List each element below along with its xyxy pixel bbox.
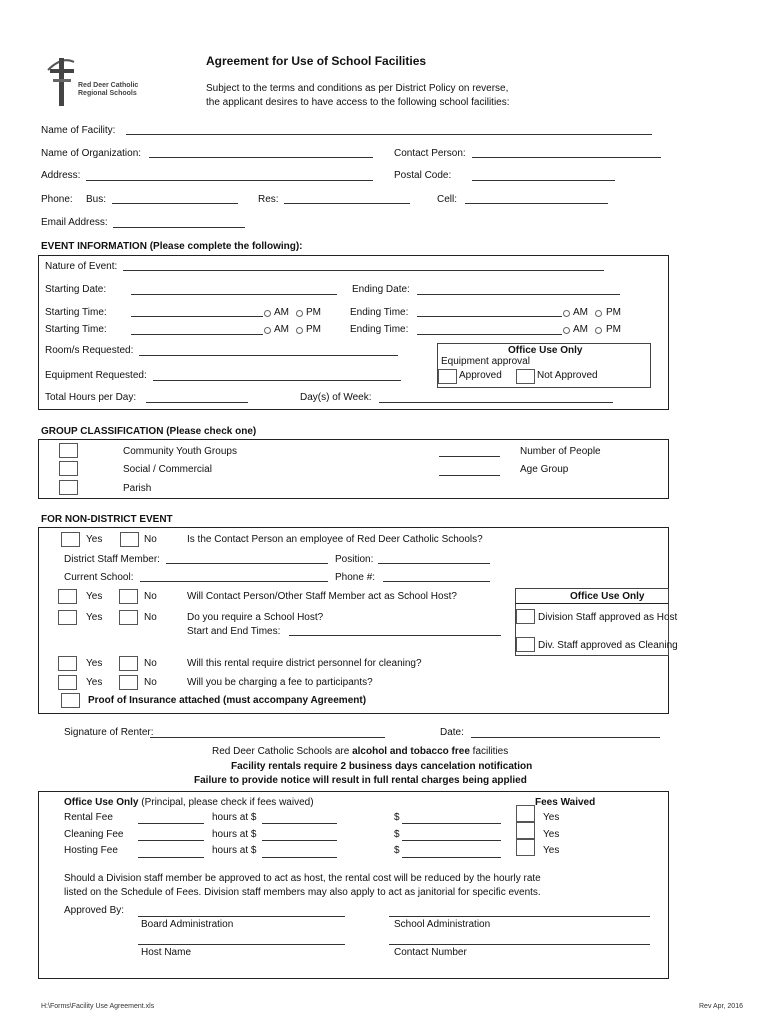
cleaning-fee-hours-field[interactable] [138,840,204,841]
pm-label: PM [606,307,621,318]
insurance-checkbox[interactable] [61,693,80,708]
contact-person-label: Contact Person: [394,148,466,159]
approved-label: Approved [459,370,502,381]
group-option-social: Social / Commercial [123,464,212,475]
hosting-fee-label: Hosting Fee [64,845,118,856]
start-pm-radio-2[interactable] [296,327,303,334]
board-admin-field[interactable] [138,916,345,917]
starting-time-field-2[interactable] [131,334,263,335]
employee-no-checkbox[interactable] [120,532,139,547]
logo-line1: Red Deer Catholic [78,82,139,89]
school-admin-field[interactable] [389,916,650,917]
hosting-rate-field[interactable] [262,857,337,858]
equipment-approval-label: Equipment approval [441,356,530,367]
alcohol-notice-bold: alcohol and tobacco free [352,746,470,757]
res-phone-field[interactable] [284,203,410,204]
rental-dollar-label: $ [394,812,400,823]
email-field[interactable] [113,227,245,228]
date-field[interactable] [471,737,660,738]
postal-code-field[interactable] [472,180,615,181]
subtitle-line2: the applicant desires to have access to the following school facilities: [206,97,510,108]
cleaning-dollar-label: $ [394,829,400,840]
cleaning-yes-label: Yes [543,829,560,840]
yes-label: Yes [86,534,103,545]
subtitle-line1: Subject to the terms and conditions as per District Policy on reverse, [206,83,509,94]
rental-waived-checkbox[interactable] [516,805,535,822]
division-host-checkbox[interactable] [516,609,535,624]
address-field[interactable] [86,180,373,181]
postal-code-label: Postal Code: [394,170,452,181]
alcohol-notice [212,746,508,757]
school-host-question: Do you require a School Host? [187,612,324,623]
end-pm-radio-2[interactable] [595,327,602,334]
footer-revision: Rev Apr, 2016 [699,1003,743,1010]
failure-notice: Failure to provide notice will result in full rental charges being applied [194,775,527,786]
age-group-label: Age Group [520,464,569,475]
signature-label: Signature of Renter: [64,727,154,738]
office-use-label: Office Use Only [508,345,583,356]
parish-checkbox[interactable] [59,480,78,495]
rooms-label: Room/s Requested: [45,345,134,356]
cell-label: Cell: [437,194,458,205]
cleaning-hours-label: hours at $ [212,829,257,840]
res-label: Res: [258,194,279,205]
yes-label: Yes [86,677,103,688]
non-district-heading: FOR NON-DISTRICT EVENT [41,514,173,525]
cleaning-yes-checkbox[interactable] [58,656,77,671]
board-admin-label: Board Administration [141,919,234,930]
fees-heading-bold: Office Use Only [64,797,139,808]
yes-label: Yes [86,612,103,623]
ending-time-label: Ending Time: [350,324,409,335]
fees-heading [64,797,314,808]
social-commercial-checkbox[interactable] [59,461,78,476]
number-of-people-field[interactable] [439,456,500,457]
no-label: No [144,677,157,688]
nature-field[interactable] [123,270,604,271]
equipment-field[interactable] [153,380,401,381]
am-label: AM [274,324,289,335]
fees-section [38,791,669,979]
phone-number-label: Phone #: [335,572,376,583]
address-label: Address: [41,170,81,181]
cleaning-fee-label: Cleaning Fee [64,829,124,840]
starting-time-label: Starting Time: [45,324,107,335]
hosting-yes-label: Yes [543,845,560,856]
office-use-label: Office Use Only [570,591,645,602]
ending-time-field-2[interactable] [417,334,562,335]
cleaning-no-checkbox[interactable] [119,656,138,671]
division-host-label: Division Staff approved as Host [538,612,678,623]
start-pm-radio[interactable] [296,310,303,317]
current-school-field[interactable] [140,581,328,582]
employee-yes-checkbox[interactable] [61,532,80,547]
facility-label: Name of Facility: [41,125,116,136]
hosting-fee-hours-field[interactable] [138,857,204,858]
signature-field[interactable] [150,737,385,738]
start-am-radio-2[interactable] [264,327,271,334]
no-label: No [144,534,157,545]
approved-by-label: Approved By: [64,905,125,916]
community-youth-checkbox[interactable] [59,443,78,458]
approved-checkbox[interactable] [438,369,457,384]
phone-number-field[interactable] [383,581,490,582]
not-approved-label: Not Approved [537,370,598,381]
ending-time-field[interactable] [417,316,562,317]
current-school-label: Current School: [64,572,134,583]
date-label: Date: [440,727,464,738]
contact-number-label: Contact Number [394,947,467,958]
pm-label: PM [606,324,621,335]
cancelation-notice: Facility rentals require 2 business days cancelation notification [231,761,533,772]
district-staff-label: District Staff Member: [64,554,160,565]
yes-label: Yes [86,591,103,602]
rental-fee-label: Rental Fee [64,812,113,823]
no-label: No [144,612,157,623]
am-label: AM [274,307,289,318]
pm-label: PM [306,324,321,335]
cleaning-question: Will this rental require district personnel for cleaning? [187,658,422,669]
start-end-times-label: Start and End Times: [187,626,281,637]
event-heading: EVENT INFORMATION (Please complete the following): [41,241,303,252]
fee-question: Will you be charging a fee to participants? [187,677,373,688]
fee-yes-checkbox[interactable] [58,675,77,690]
start-am-radio[interactable] [264,310,271,317]
starting-time-field[interactable] [131,316,263,317]
bus-phone-field[interactable] [112,203,238,204]
days-of-week-label: Day(s) of Week: [300,392,372,403]
school-admin-label: School Administration [394,919,491,930]
page-title: Agreement for Use of School Facilities [206,54,427,68]
cleaning-rate-field[interactable] [262,840,337,841]
contact-number-field[interactable] [389,944,650,945]
cell-phone-field[interactable] [465,203,608,204]
cleaning-total-field[interactable] [402,840,501,841]
start-end-times-field[interactable] [289,635,501,636]
alcohol-notice-pre: Red Deer Catholic Schools are [212,746,353,757]
logo-line2: Regional Schools [78,90,137,97]
nature-label: Nature of Event: [45,261,118,272]
starting-time-label: Starting Time: [45,307,107,318]
cross-logo-icon [44,52,80,108]
days-of-week-field[interactable] [379,402,613,403]
end-am-radio[interactable] [563,310,570,317]
division-cleaning-checkbox[interactable] [516,637,535,652]
organization-label: Name of Organization: [41,148,142,159]
school-host-no-checkbox[interactable] [119,610,138,625]
logo [44,52,144,110]
am-label: AM [573,307,588,318]
footer-file-path: H:\Forms\Facility Use Agreement.xls [41,1003,155,1010]
division-cleaning-label: Div. Staff approved as Cleaning [538,640,678,651]
total-hours-label: Total Hours per Day: [45,392,137,403]
act-as-host-question: Will Contact Person/Other Staff Member act as School Host? [187,591,457,602]
age-group-field[interactable] [439,475,500,476]
employee-question: Is the Contact Person an employee of Red Deer Catholic Schools? [187,534,483,545]
alcohol-notice-post: facilities [469,746,509,757]
rental-yes-label: Yes [543,812,560,823]
cleaning-waived-checkbox[interactable] [516,822,535,839]
office-box-divider [515,603,669,604]
host-reduction-note-1: Should a Division staff member be approved to act as host, the rental cost will be reduced by the hourly rate [64,873,541,884]
end-am-radio-2[interactable] [563,327,570,334]
pm-label: PM [306,307,321,318]
act-host-yes-checkbox[interactable] [58,589,77,604]
host-name-label: Host Name [141,947,192,958]
position-label: Position: [335,554,374,565]
no-label: No [144,591,157,602]
fees-waived-label: Fees Waived [535,797,596,808]
contact-person-field[interactable] [472,157,661,158]
rental-fee-hours-field[interactable] [138,823,204,824]
hosting-dollar-label: $ [394,845,400,856]
facility-field[interactable] [126,134,652,135]
organization-field[interactable] [149,157,373,158]
starting-date-field[interactable] [131,294,337,295]
group-option-parish: Parish [123,483,152,494]
group-heading: GROUP CLASSIFICATION (Please check one) [41,426,257,437]
rental-total-field[interactable] [402,823,501,824]
district-staff-field[interactable] [166,563,328,564]
yes-label: Yes [86,658,103,669]
number-of-people-label: Number of People [520,446,601,457]
rental-rate-field[interactable] [262,823,337,824]
act-host-no-checkbox[interactable] [119,589,138,604]
position-field[interactable] [378,563,490,564]
hosting-hours-label: hours at $ [212,845,257,856]
ending-date-field[interactable] [417,294,620,295]
school-host-yes-checkbox[interactable] [58,610,77,625]
not-approved-checkbox[interactable] [516,369,535,384]
phone-label: Phone: [41,194,73,205]
insurance-label: Proof of Insurance attached (must accompany Agreement) [88,695,367,706]
fee-no-checkbox[interactable] [119,675,138,690]
end-pm-radio[interactable] [595,310,602,317]
bus-label: Bus: [86,194,107,205]
fees-heading-rest: (Principal, please check if fees waived) [138,797,314,808]
starting-date-label: Starting Date: [45,284,107,295]
hosting-waived-checkbox[interactable] [516,839,535,856]
ending-time-label: Ending Time: [350,307,409,318]
ending-date-label: Ending Date: [352,284,410,295]
email-label: Email Address: [41,217,108,228]
rooms-field[interactable] [139,355,398,356]
equipment-label: Equipment Requested: [45,370,147,381]
am-label: AM [573,324,588,335]
host-name-field[interactable] [138,944,345,945]
host-reduction-note-2: listed on the Schedule of Fees. Division staff members may also apply to act as janitorial for specific events. [64,887,541,898]
no-label: No [144,658,157,669]
group-option-community: Community Youth Groups [123,446,237,457]
hosting-total-field[interactable] [402,857,501,858]
total-hours-field[interactable] [146,402,248,403]
rental-hours-label: hours at $ [212,812,257,823]
